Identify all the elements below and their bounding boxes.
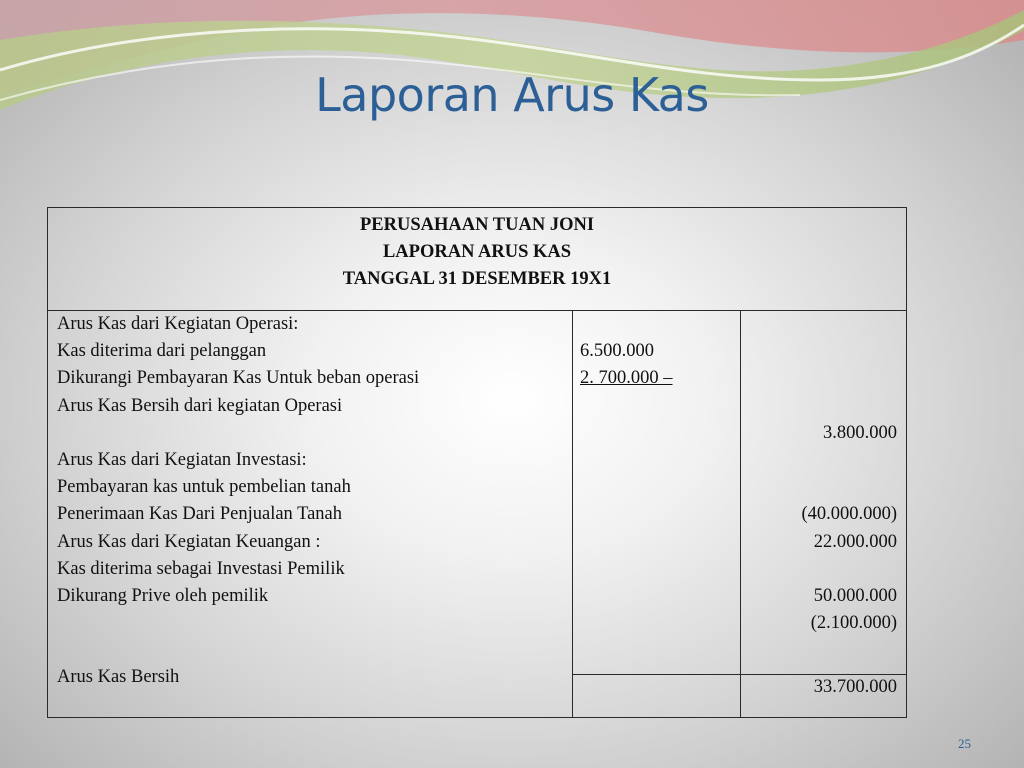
amount-cell (741, 474, 897, 501)
amount-cell (741, 311, 897, 338)
amount-cell: 50.000.000 (813, 585, 898, 606)
line-item: Dikurang Prive oleh pemilik (57, 585, 269, 606)
line-item: Pembayaran kas untuk pembelian tanah (57, 477, 351, 498)
detail-amount-column (573, 311, 741, 675)
report-body-row (48, 311, 907, 675)
amount-cell-underlined: 2. 700.000 – (580, 368, 673, 389)
line-item: Kas diterima sebagai Investasi Pemilik (57, 558, 345, 579)
total-amount-column (741, 311, 907, 675)
section-label-financing: Arus Kas dari Kegiatan Keuangan : (57, 531, 321, 552)
report-header (48, 208, 907, 311)
amount-cell: 3.800.000 (823, 422, 898, 443)
line-item: Dikurangi Pembayaran Kas Untuk beban operasi (57, 368, 420, 389)
amount-cell (741, 365, 897, 392)
blank-line (57, 637, 572, 664)
empty-total-cell (573, 675, 741, 718)
description-column (48, 311, 573, 718)
company-name: PERUSAHAAN TUAN JONI (360, 215, 595, 235)
section-label-operating: Arus Kas dari Kegiatan Operasi: (57, 314, 299, 334)
report-date: TANGGAL 31 DESEMBER 19X1 (342, 269, 612, 289)
cash-flow-statement-table (47, 207, 907, 718)
amount-cell: (2.100.000) (810, 613, 898, 634)
line-item: Kas diterima dari pelanggan (57, 341, 267, 362)
slide-title: Laporan Arus Kas (315, 68, 709, 122)
report-name: LAPORAN ARUS KAS (382, 242, 572, 262)
amount-cell (741, 556, 897, 583)
net-cash-total: 33.700.000 (741, 675, 907, 718)
amount-cell (741, 393, 897, 420)
section-label-investing: Arus Kas dari Kegiatan Investasi: (57, 449, 307, 470)
page-number: 25 (958, 736, 971, 751)
net-cash-label: Arus Kas Bersih (57, 667, 180, 688)
blank-line (57, 420, 572, 447)
amount-cell (580, 311, 740, 338)
blank-line (57, 610, 572, 637)
amount-cell: (40.000.000) (801, 504, 898, 525)
line-item: Penerimaan Kas Dari Penjualan Tanah (57, 504, 343, 525)
amount-cell: 6.500.000 (580, 341, 654, 362)
amount-cell (741, 447, 897, 474)
amount-cell: 22.000.000 (813, 531, 898, 552)
report-header-row (48, 208, 907, 311)
line-item: Arus Kas Bersih dari kegiatan Operasi (57, 395, 343, 416)
amount-cell (741, 338, 897, 365)
